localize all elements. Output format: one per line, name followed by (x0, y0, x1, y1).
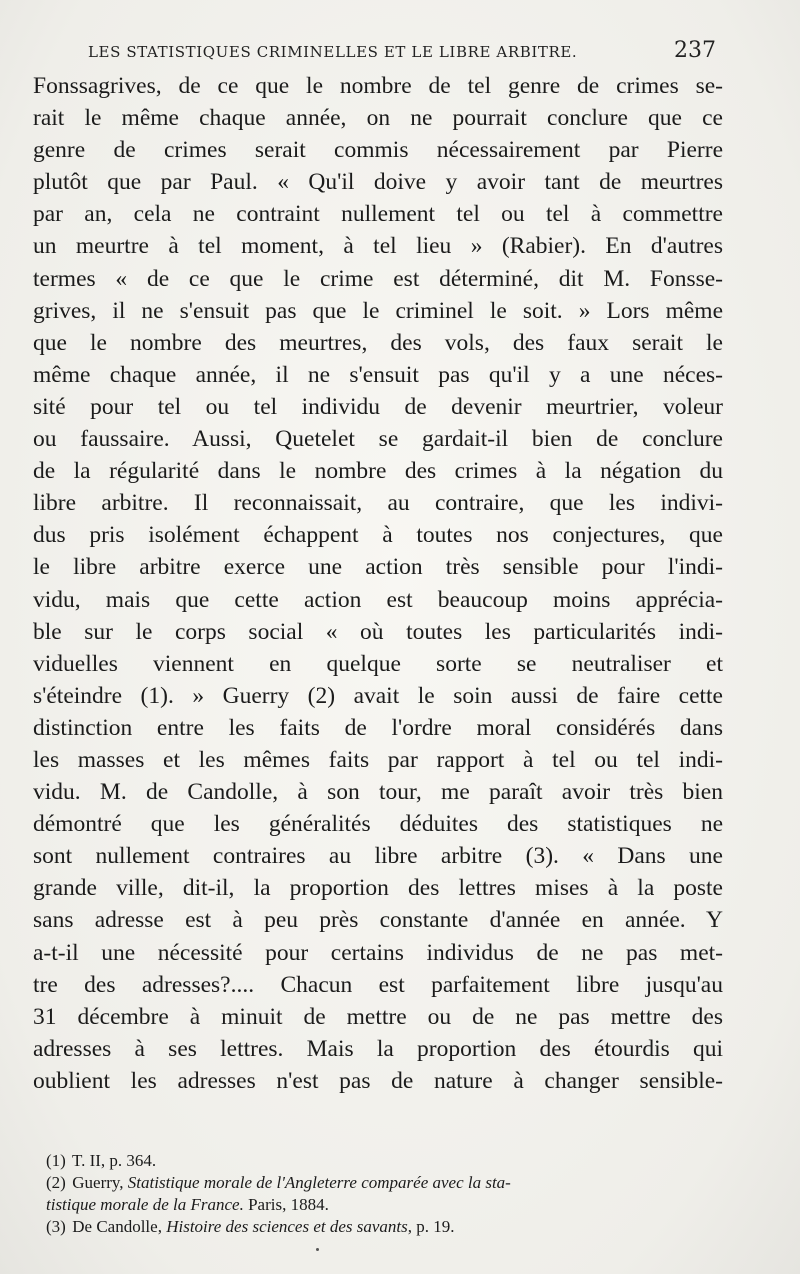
footnote-text: , p. 19. (407, 1217, 455, 1236)
text-line: sont nullement contraires au libre arbitre (3). « Dans une (33, 843, 723, 870)
text-line: libre arbitre. Il reconnaissait, au contraire, que les indivi- (33, 490, 723, 517)
footnote-text: Paris, 1884. (243, 1195, 329, 1214)
footnote-title: Statistique morale de l'Angleterre comparée avec la sta- (127, 1173, 511, 1192)
text-line: vidu, mais que cette action est beaucoup moins apprécia- (33, 586, 723, 613)
text-line: a-t-il une nécessité pour certains individus de ne pas met- (33, 939, 723, 966)
text-line: Fonssagrives, de ce que le nombre de tel genre de crimes se- (33, 73, 723, 99)
text-line: de la régularité dans le nombre des crimes à la négation du (33, 458, 723, 485)
footnote-number: (3) (46, 1217, 66, 1236)
text-line: grives, il ne s'ensuit pas que le criminel le soit. » Lors même (33, 297, 723, 324)
text-line: le libre arbitre exerce une action très sensible pour l'indi- (33, 554, 723, 581)
body-text (33, 70, 723, 1097)
text-line: rait le même chaque année, on ne pourrait conclure que ce (33, 105, 723, 132)
text-line: termes « de ce que le crime est déterminé, dit M. Fonsse- (33, 265, 723, 292)
text-line: viduelles viennent en quelque sorte se neutraliser et (33, 650, 723, 677)
text-line: genre de crimes serait commis nécessairement par Pierre (33, 137, 723, 164)
footnote-3 (46, 1216, 724, 1238)
text-line: vidu. M. de Candolle, à son tour, me paraît avoir très bien (33, 779, 723, 806)
text-line: que le nombre des meurtres, des vols, des faux serait le (33, 329, 723, 356)
text-line: 31 décembre à minuit de mettre ou de ne pas mettre des (33, 1003, 723, 1030)
text-line: s'éteindre (1). » Guerry (2) avait le soin aussi de faire cette (33, 682, 723, 709)
ink-speck (316, 1248, 319, 1251)
footnote-number: (2) (46, 1173, 66, 1192)
footnote-text: Guerry, (72, 1173, 128, 1192)
footnote-text: T. II, p. 364. (71, 1151, 157, 1170)
footnote-2 (46, 1172, 724, 1194)
text-line: sans adresse est à peu près constante d'année en année. Y (33, 907, 723, 934)
footnote-title-continued: tistique morale de la France. (46, 1195, 244, 1214)
footnote-1 (46, 1150, 724, 1172)
footnote-title: Histoire des sciences et des savants (166, 1217, 408, 1236)
page-number: 237 (674, 38, 716, 63)
running-head: LES STATISTIQUES CRIMINELLES ET LE LIBRE ARBITRE. (88, 43, 578, 61)
footnote-number: (1) (46, 1151, 66, 1170)
text-line: par an, cela ne contraint nullement tel ou tel à commettre (33, 201, 723, 228)
text-line: les masses et les mêmes faits par rapport à tel ou tel indi- (33, 746, 723, 773)
text-line: adresses à ses lettres. Mais la proportion des étourdis qui (33, 1035, 723, 1062)
footnotes (46, 1150, 724, 1238)
footnote-2-continued (46, 1194, 724, 1216)
footnote-text: De Candolle, (72, 1217, 167, 1236)
text-line: même chaque année, il ne s'ensuit pas qu'il y a une néces- (33, 361, 723, 388)
text-line: tre des adresses?.... Chacun est parfaitement libre jusqu'au (33, 971, 723, 998)
text-line: ou faussaire. Aussi, Quetelet se gardait-il bien de conclure (33, 426, 723, 453)
text-line: distinction entre les faits de l'ordre moral considérés dans (33, 714, 723, 741)
text-line: un meurtre à tel moment, à tel lieu » (Rabier). En d'autres (33, 233, 723, 260)
text-line: dus pris isolément échappent à toutes nos conjectures, que (33, 522, 723, 549)
text-line: sité pour tel ou tel individu de devenir meurtrier, voleur (33, 393, 723, 420)
page-header (88, 38, 716, 64)
text-line: ble sur le corps social « où toutes les particularités indi- (33, 618, 723, 645)
text-line: oublient les adresses n'est pas de nature à changer sensible- (33, 1067, 723, 1094)
text-line: grande ville, dit-il, la proportion des lettres mises à la poste (33, 875, 723, 902)
text-line: plutôt que par Paul. « Qu'il doive y avoir tant de meurtres (33, 169, 723, 196)
text-line: démontré que les généralités déduites des statistiques ne (33, 811, 723, 838)
